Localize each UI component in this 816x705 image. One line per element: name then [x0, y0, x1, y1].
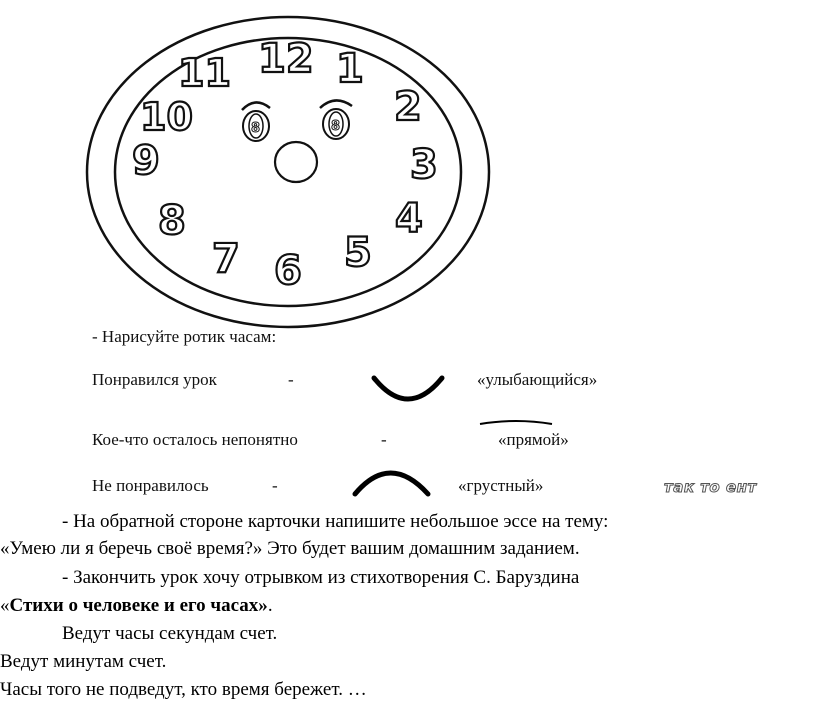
poem-title-period: . [267, 595, 273, 616]
poem-line-3: Часы того не подведут, кто время бережет. … [0, 679, 367, 700]
clock-number-12: 12 [258, 36, 314, 82]
poem-title-line [0, 595, 273, 617]
watermark-logo: так то ент [664, 478, 757, 496]
row-label-unclear: Кое-что осталось непонятно [92, 430, 298, 449]
straight-mouth [480, 421, 552, 424]
clock-number-2: 2 [394, 84, 422, 130]
clock-number-8: 8 [158, 198, 186, 244]
left-eye-digit: 8 [251, 121, 261, 136]
essay-topic-line: «Умею ли я беречь своё время?» Это будет вашим домашним заданием. [0, 538, 580, 559]
row-label-disliked: Не понравилось [92, 476, 209, 495]
instruction-title: - Нарисуйте ротик часам: [92, 327, 277, 346]
poem-line-1: Ведут часы секундам счет. [62, 623, 278, 644]
right-eye-digit: 8 [331, 119, 341, 134]
row-dash-unclear: - [381, 430, 387, 449]
row-label-liked: Понравился урок [92, 370, 217, 389]
poem-title-quote-open: « [0, 595, 10, 616]
smiling-mouth [374, 378, 442, 399]
row-dash-liked: - [288, 370, 294, 389]
row-type-straight: «прямой» [498, 430, 569, 449]
row-dash-disliked: - [272, 476, 278, 495]
essay-line1: - На обратной стороне карточки напишите небольшое эссе на тему: [62, 511, 609, 532]
sad-mouth [355, 473, 428, 494]
clock-number-7: 7 [212, 236, 240, 282]
clock-number-9: 9 [132, 138, 160, 184]
essay-assignment-line [62, 511, 608, 533]
row-type-sad: «грустный» [458, 476, 544, 495]
row-type-smiling: «улыбающийся» [477, 370, 598, 389]
clock-number-6: 6 [274, 248, 302, 294]
clock-number-5: 5 [344, 230, 372, 276]
clock-number-1: 1 [336, 46, 364, 92]
clock-number-3: 3 [410, 142, 438, 188]
clock-number-4: 4 [395, 196, 423, 242]
clock-number-10: 10 [140, 95, 193, 139]
clock-number-11: 11 [178, 51, 231, 95]
poem-line-2: Ведут минутам счет. [0, 651, 167, 672]
poem-title: Стихи о человеке и его часах» [9, 595, 268, 616]
closing-line: - Закончить урок хочу отрывком из стихотворения С. Баруздина [62, 567, 580, 588]
